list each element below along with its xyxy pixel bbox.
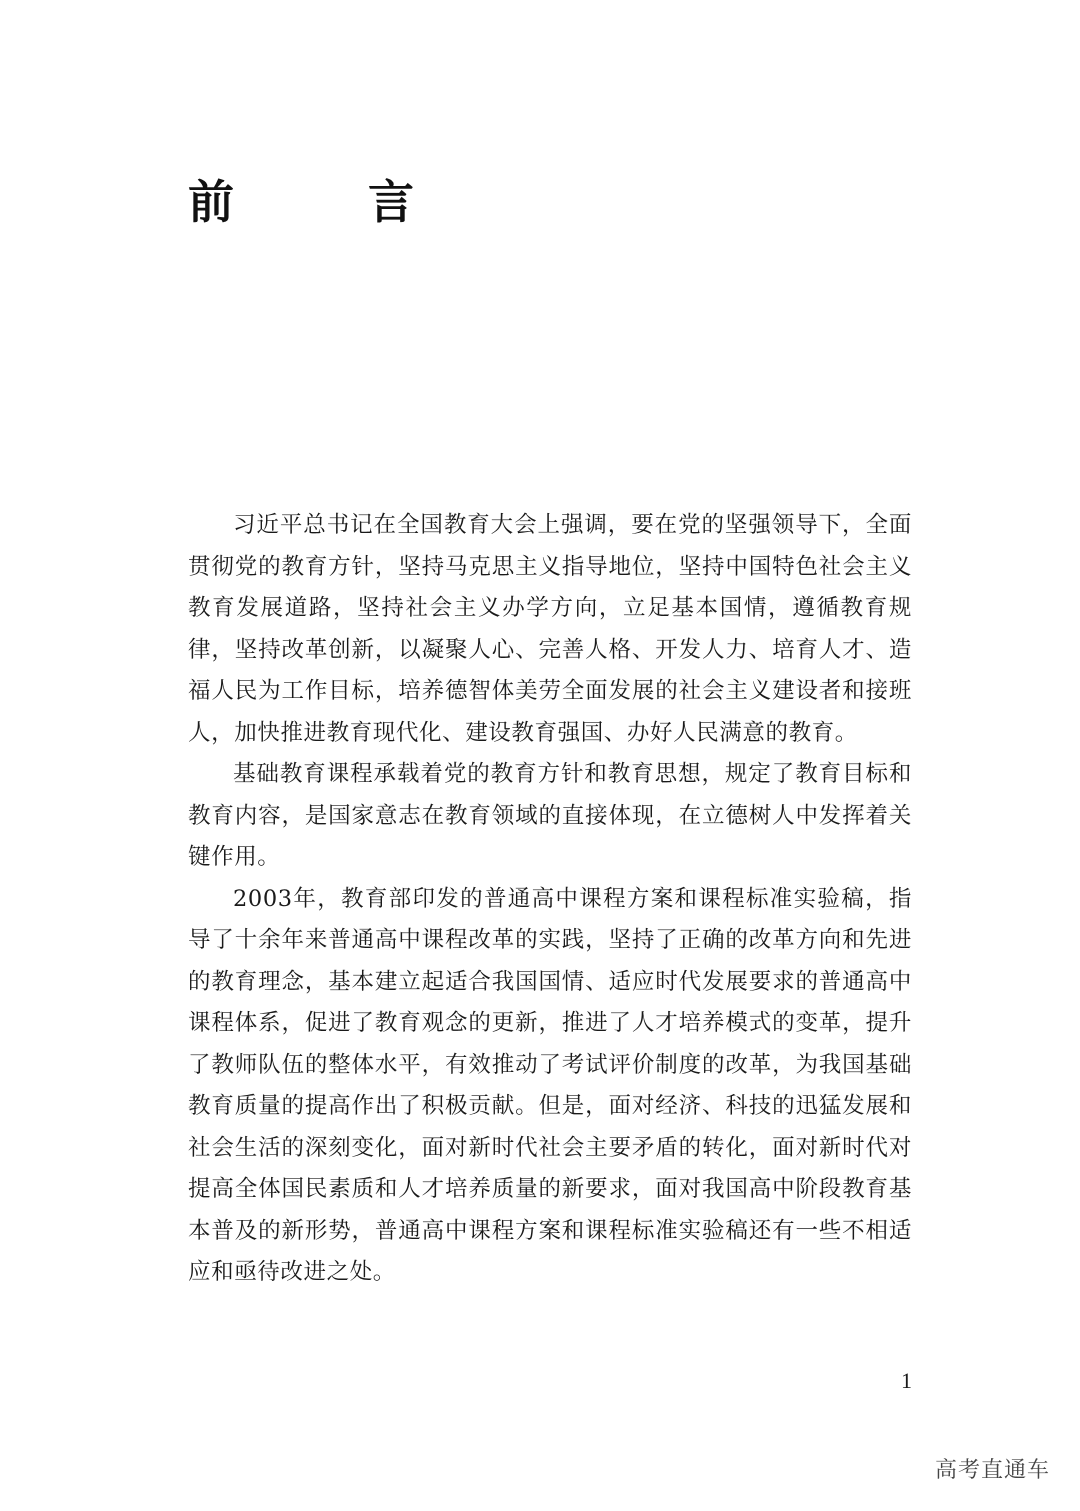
page-number: 1 bbox=[901, 1368, 912, 1393]
paragraph-1: 习近平总书记在全国教育大会上强调，要在党的坚强领导下，全面贯彻党的教育方针，坚持马克思主义指导地位，坚持中国特色社会主义教育发展道路，坚持社会主义办学方向，立足基本国情，遵循教育规律，坚持改革创新，以凝聚人心、完善人格、开发人力、培育人才、造福人民为工作目标，培养德智体美劳全面发展的社会主义建设者和接班人，加快推进教育现代化、建设教育强国、办好人民满意的教育。 bbox=[188, 512, 912, 746]
paragraph-2: 基础教育课程承载着党的教育方针和教育思想，规定了教育目标和教育内容，是国家意志在教育领域的直接体现，在立德树人中发挥着关键作用。 bbox=[188, 761, 912, 870]
body-text bbox=[188, 505, 912, 1294]
watermark-text: 高考直通车 bbox=[934, 1458, 1050, 1483]
paragraph-3: 2003年，教育部印发的普通高中课程方案和课程标准实验稿，指导了十余年来普通高中课程改革的实践，坚持了正确的改革方向和先进的教育理念，基本建立起适合我国国情、适应时代发展要求的普通高中课程体系，促进了教育观念的更新，推进了人才培养模式的变革，提升了教师队伍的整体水平，有效推动了考试评价制度的改革，为我国基础教育质量的提高作出了积极贡献。但是，面对经济、科技的迅猛发展和社会生活的深刻变化，面对新时代社会主要矛盾的转化，面对新时代对提高全体国民素质和人才培养质量的新要求，面对我国高中阶段教育基本普及的新形势，普通高中课程方案和课程标准实验稿还有一些不相适应和亟待改进之处。 bbox=[188, 885, 912, 1285]
page-title: 前 言 bbox=[188, 175, 458, 229]
